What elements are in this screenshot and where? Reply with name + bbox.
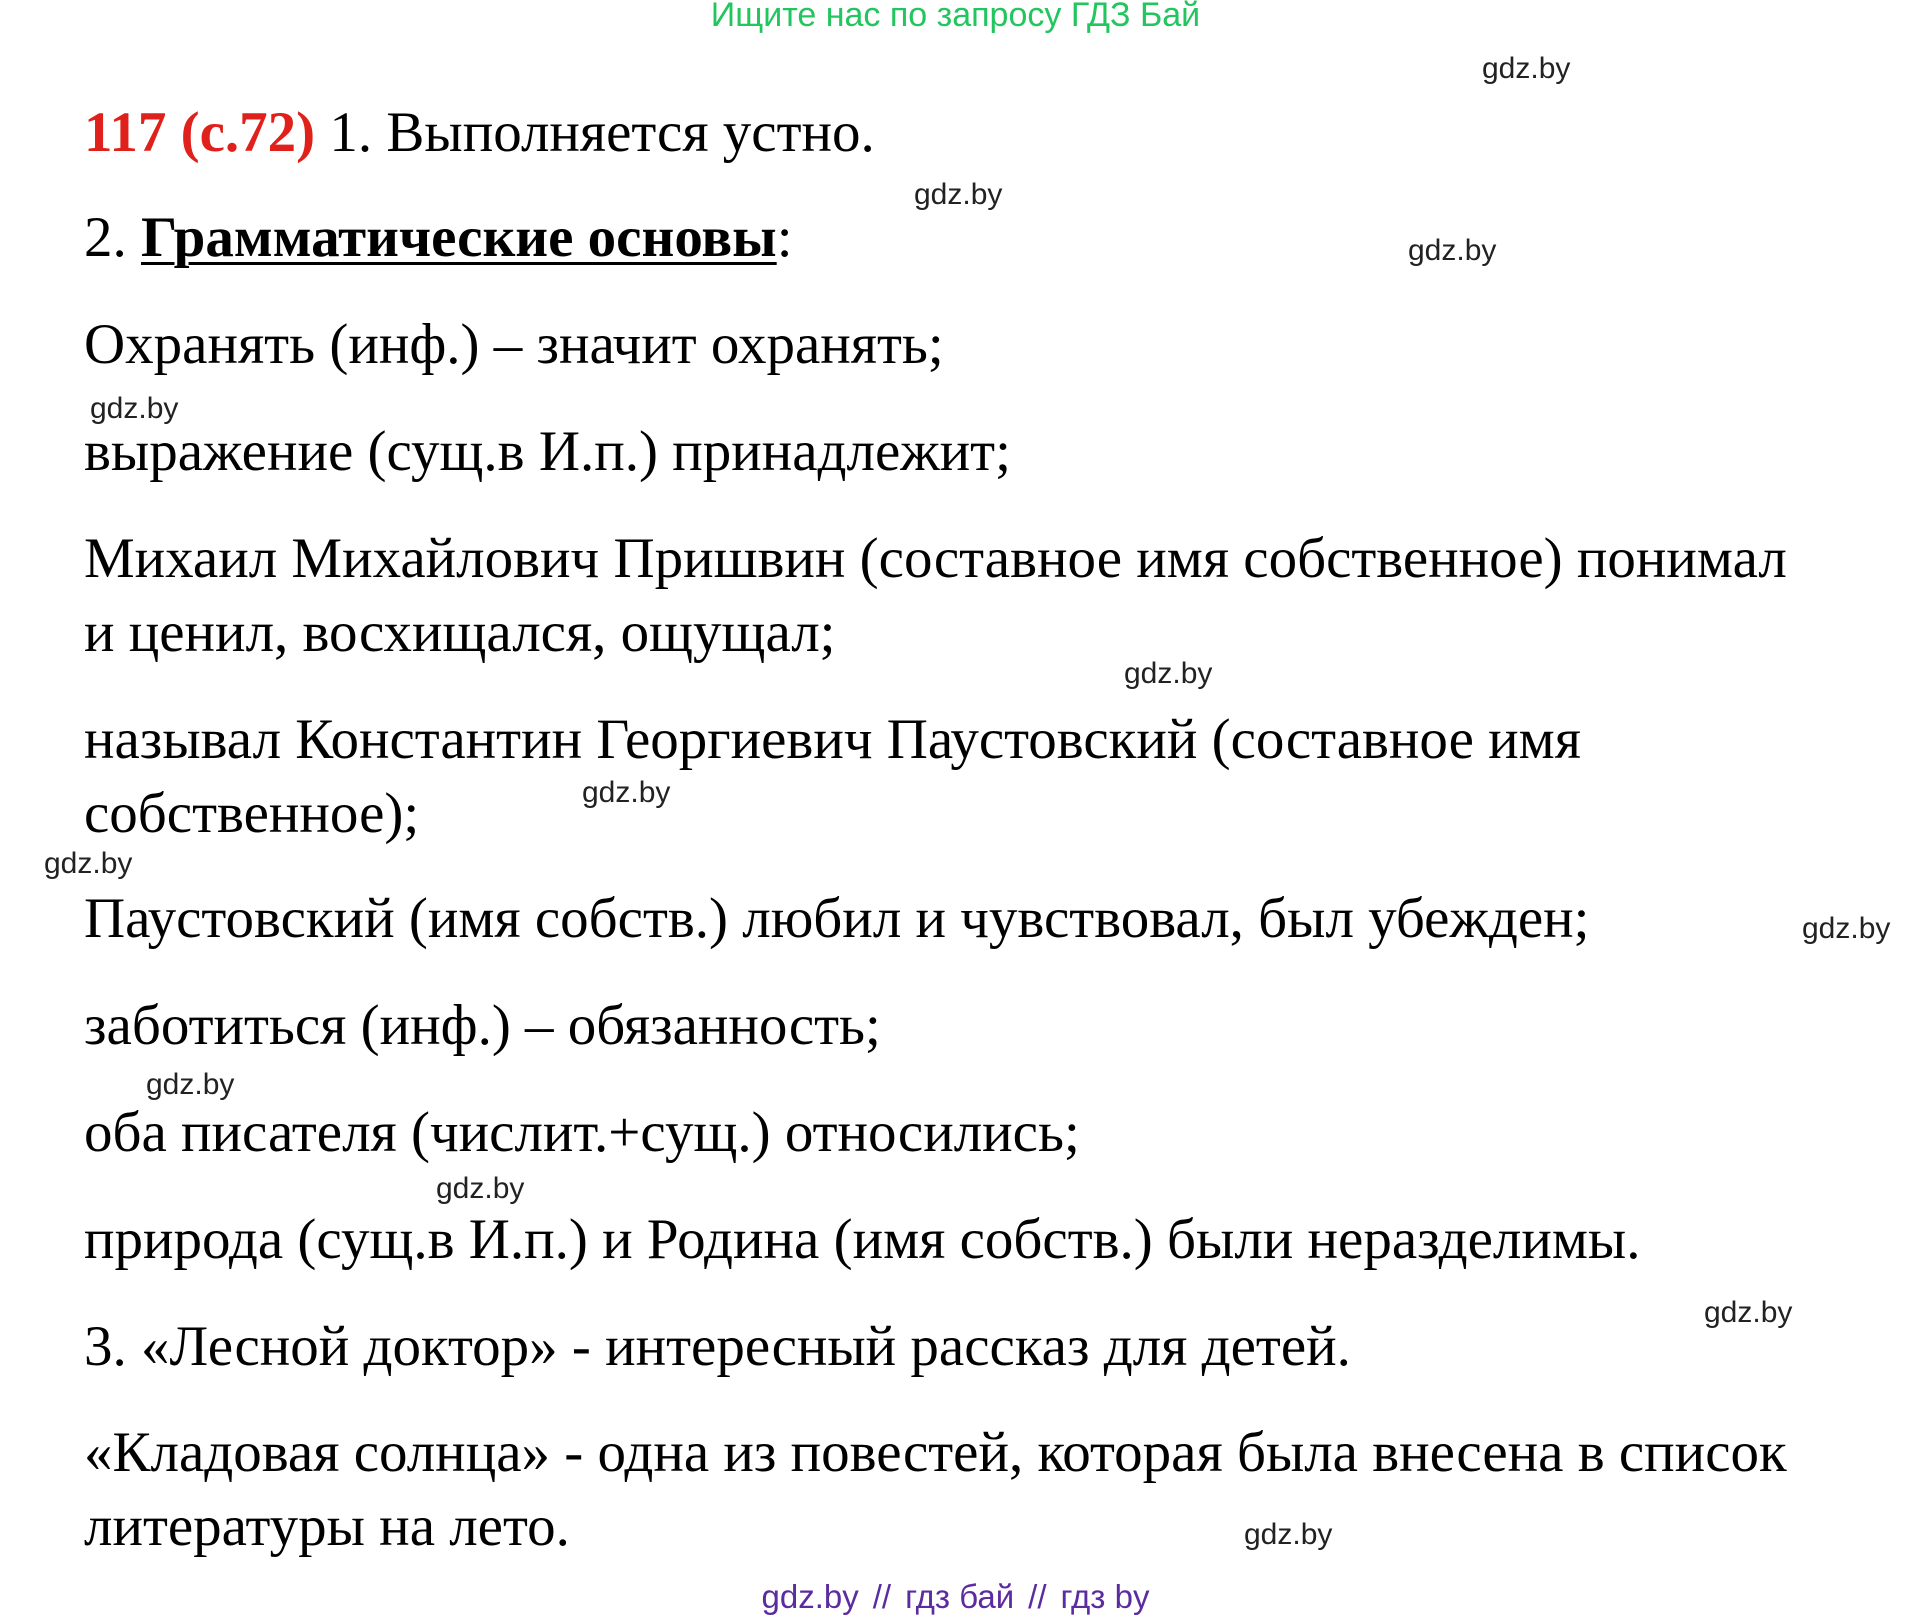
text-line: «Кладовая солнца» - одна из повестей, которая была внесена в список: [84, 1421, 1787, 1484]
section-2-prefix: 2.: [84, 206, 141, 269]
watermark: gdz.by: [1802, 912, 1891, 945]
footer-separator: //: [1028, 1578, 1047, 1615]
footer-link-gdz-by[interactable]: gdz.by: [761, 1578, 859, 1615]
watermark: gdz.by: [1482, 52, 1571, 85]
footer-links: [0, 1578, 1911, 1616]
task-item-1: 1. Выполняется устно.: [315, 101, 875, 164]
section-2-heading: Грамматические основы: [141, 206, 777, 269]
text-line: 3. «Лесной доктор» - интересный рассказ для детей.: [84, 1315, 1351, 1378]
watermark: gdz.by: [146, 1068, 235, 1101]
watermark: gdz.by: [1124, 657, 1213, 690]
text-line: Охранять (инф.) – значит охранять;: [84, 313, 944, 376]
watermark: gdz.by: [44, 847, 133, 880]
text-line: Михаил Михайлович Пришвин (составное имя собственное) понимал: [84, 527, 1787, 590]
text-line: природа (сущ.в И.п.) и Родина (имя собств.) были неразделимы.: [84, 1208, 1641, 1271]
text-line: собственное);: [84, 782, 420, 845]
footer-separator: //: [872, 1578, 892, 1615]
watermark: gdz.by: [582, 776, 671, 809]
watermark: gdz.by: [436, 1172, 525, 1205]
watermark: gdz.by: [90, 392, 179, 425]
text-line: называл Константин Георгиевич Паустовский (составное имя: [84, 708, 1581, 771]
watermark: gdz.by: [1704, 1296, 1793, 1329]
text-line: заботиться (инф.) – обязанность;: [84, 994, 881, 1057]
task-number: 117 (с.72): [84, 101, 316, 164]
text-line: оба писателя (числит.+сущ.) относились;: [84, 1101, 1080, 1164]
text-line: Паустовский (имя собств.) любил и чувствовал, был убежден;: [84, 887, 1590, 950]
text-line: выражение (сущ.в И.п.) принадлежит;: [84, 420, 1011, 483]
task-line: [84, 96, 875, 170]
footer-link-gdz-bai[interactable]: гдз бай: [905, 1578, 1015, 1615]
section-2-line: [84, 201, 793, 275]
watermark: gdz.by: [914, 178, 1003, 211]
section-2-suffix: :: [776, 206, 793, 269]
text-line: и ценил, восхищался, ощущал;: [84, 601, 836, 664]
watermark: gdz.by: [1244, 1518, 1333, 1551]
watermark: gdz.by: [1408, 234, 1497, 267]
text-line: литературы на лето.: [84, 1495, 570, 1558]
search-banner: Ищите нас по запросу ГДЗ Бай: [710, 0, 1201, 34]
footer-link-gdz-by-cyr[interactable]: гдз by: [1060, 1578, 1150, 1615]
